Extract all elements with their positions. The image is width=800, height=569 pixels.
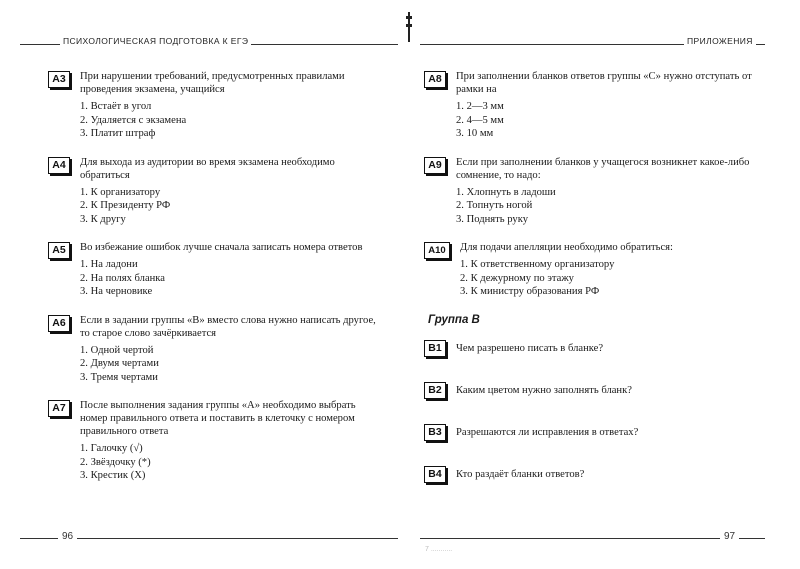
answer-option: 1. К организатору [80, 186, 161, 198]
task-question: Если при заполнении бланков у учащегося возникнет какое-либо сомнение, то надо: [456, 156, 750, 181]
answer-option: 1. Галочку (√) [80, 443, 143, 454]
answer-option: 1. На ладони [80, 259, 138, 270]
task-question: При нарушении требований, предусмотренных правилами проведения экзамена, учащийся [80, 71, 345, 95]
answer-option: 3. Поднять руку [456, 213, 529, 225]
answer-option: 2. Звёздочку (*) [80, 456, 151, 468]
answer-option: 2. Топнуть ногой [456, 200, 533, 211]
right-page-tasks [424, 70, 754, 508]
task-question: Во избежание ошибок лучше сначала записать номера ответов [80, 242, 363, 253]
task-number-badge: B1 [424, 340, 446, 357]
answer-option: 2. К дежурному по этажу [460, 272, 574, 284]
answer-option: 1. Встаёт в угол [80, 101, 152, 112]
task-question: Для подачи апелляции необходимо обратиться: [460, 242, 673, 253]
task-b3 [424, 424, 754, 441]
task-number-badge: A6 [48, 315, 70, 332]
task-a8 [424, 70, 754, 141]
task-number-badge: A5 [48, 242, 70, 259]
answer-option: 3. К другу [80, 213, 126, 225]
answer-option: 2. 4—5 мм [456, 114, 504, 126]
task-b4 [424, 466, 754, 483]
answer-option: 2. Удаляется с экзамена [80, 114, 187, 126]
group-b-heading: Группа В [428, 313, 480, 326]
running-head-left: ПСИХОЛОГИЧЕСКАЯ ПОДГОТОВКА К ЕГЭ [60, 36, 251, 46]
task-a3 [48, 70, 378, 141]
footer-rule-right [420, 538, 765, 539]
answer-option: 1. Хлопнуть в ладоши [456, 186, 556, 198]
answer-option: 2. Двумя чертами [80, 358, 159, 369]
task-a5 [48, 241, 378, 299]
task-question: После выполнения задания группы «А» необходимо выбрать номер правильного ответа и поставить в клеточку с номером правильного ответа [80, 400, 356, 437]
answer-option: 2. К Президенту РФ [80, 200, 171, 211]
task-question: Разрешаются ли исправления в ответах? [456, 426, 639, 438]
task-b2 [424, 382, 754, 399]
task-number-badge: A8 [424, 71, 446, 88]
task-number-badge: A9 [424, 157, 446, 174]
task-a7 [48, 399, 378, 483]
task-question: Чем разрешено писать в бланке? [456, 342, 604, 354]
task-number-badge: B2 [424, 382, 446, 399]
task-number-badge: A3 [48, 71, 70, 88]
answer-option: 3. На черновике [80, 286, 153, 297]
answer-option: 3. 10 мм [456, 128, 494, 139]
task-a10 [424, 241, 754, 299]
binding-clip-icon [406, 12, 412, 52]
answer-option: 1. 2—3 мм [456, 101, 504, 112]
page-number-right: 97 [720, 531, 739, 542]
answer-option: 1. Одной чертой [80, 344, 154, 356]
task-b1 [424, 340, 754, 357]
task-question: Если в задании группы «В» вместо слова нужно написать другое, то старое слово зачёркивается [80, 314, 376, 339]
page-number-left: 96 [58, 531, 77, 542]
answer-option: 2. На полях бланка [80, 272, 165, 284]
task-number-badge: B3 [424, 424, 446, 441]
task-question: Для выхода из аудитории во время экзамена необходимо обратиться [80, 156, 335, 181]
answer-option: 1. К ответственному организатору [460, 259, 615, 270]
answer-option: 3. Платит штраф [80, 128, 156, 139]
answer-option: 3. К министру образования РФ [460, 286, 600, 297]
task-a9 [424, 156, 754, 227]
task-question: Каким цветом нужно заполнять бланк? [456, 384, 632, 396]
answer-option: 3. Крестик (X) [80, 470, 146, 481]
answer-option: 3. Тремя чертами [80, 371, 158, 383]
task-number-badge: A4 [48, 157, 70, 174]
task-number-badge: A7 [48, 400, 70, 417]
task-number-badge: B4 [424, 466, 446, 483]
task-question: Кто раздаёт бланки ответов? [456, 468, 585, 480]
task-a4 [48, 156, 378, 227]
task-number-badge: A10 [424, 242, 450, 259]
task-question: При заполнении бланков ответов группы «С» нужно отступать от рамки на [456, 71, 752, 95]
left-page-tasks [48, 70, 378, 498]
running-head-right: ПРИЛОЖЕНИЯ [684, 36, 756, 46]
task-a6 [48, 314, 378, 385]
footer-faint-text: 7 ........... [425, 546, 453, 553]
